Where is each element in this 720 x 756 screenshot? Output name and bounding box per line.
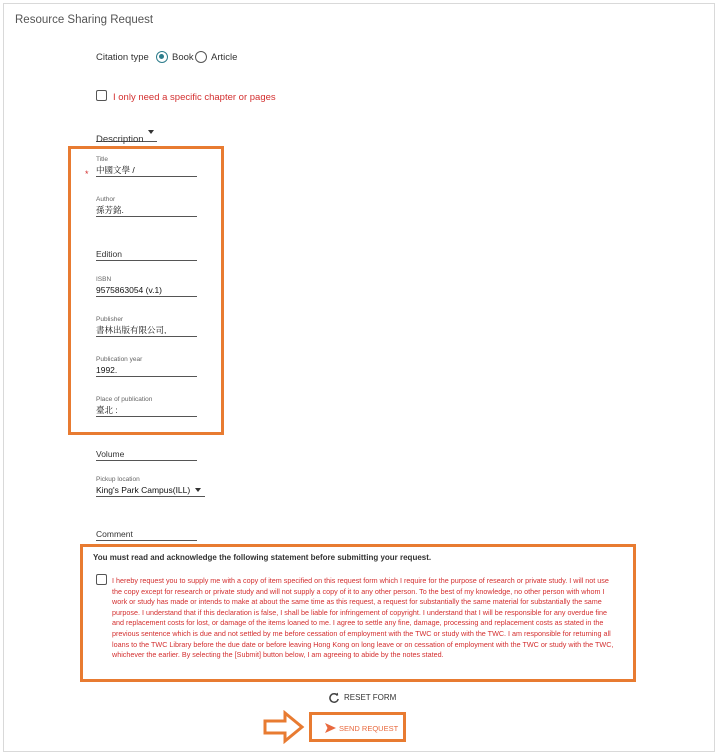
send-request-button[interactable] bbox=[309, 712, 406, 742]
author-field-value[interactable]: 孫芳銘. bbox=[96, 204, 197, 217]
pickup-location-label: Pickup location bbox=[96, 476, 140, 483]
send-request-label: SEND REQUEST bbox=[339, 724, 399, 733]
edition-field-placeholder[interactable]: Edition bbox=[96, 248, 197, 261]
publication-year-field[interactable] bbox=[96, 356, 197, 377]
comment-field-placeholder[interactable]: Comment bbox=[96, 528, 197, 541]
send-icon bbox=[325, 723, 336, 733]
refresh-icon bbox=[328, 692, 340, 704]
chapter-checkbox-label[interactable]: I only need a specific chapter or pages bbox=[113, 92, 276, 103]
radio-article[interactable] bbox=[195, 51, 207, 63]
chevron-down-icon bbox=[195, 488, 201, 492]
place-of-publication-value[interactable]: 臺北 : bbox=[96, 404, 197, 417]
isbn-field-label: ISBN bbox=[96, 276, 112, 283]
statement-title: You must read and acknowledge the following statement before submitting your request. bbox=[93, 553, 432, 562]
required-marker: * bbox=[85, 169, 89, 179]
publisher-field-value[interactable]: 書林出版有限公司, bbox=[96, 324, 197, 337]
pickup-location-select[interactable] bbox=[96, 476, 205, 497]
description-label: Description bbox=[96, 134, 144, 145]
page-title: Resource Sharing Request bbox=[15, 14, 154, 26]
title-field-label: Title bbox=[96, 156, 109, 163]
publication-year-label: Publication year bbox=[96, 356, 143, 363]
statement-text[interactable]: I hereby request you to supply me with a copy of item specified on this request form which I require for the purpose of research or private study. I will not use the copy except for research or private study and will not supply a copy of it to any other person. To the best of my knowledge, no other person with whom I work or study has made or intends to make at about the same time as this request, a request for substantially the same material for substantially the same purpose. I understand that if this declaration is false, I shall be liable for infringement of copyright. I understand that I will be responsible for any overdue fine and replacement costs for lost, or damage of the items loaned to me. I agree to settle any fine, damage, processing and replacement costs as stated in the previous sentence which is due and not settled by me before cessation of employment with the TWC or study with the TWC. I am responsible for returning all loans to the TWC Library before the due date or before leaving Hong Kong on long leave or on cessation of employment with the TWC or study with the TWC, whichever the earlier. By selecting the [Submit] button below, I am agreeing to abide by the notes stated. bbox=[112, 576, 614, 660]
place-of-publication-label: Place of publication bbox=[96, 396, 153, 403]
volume-field[interactable] bbox=[96, 448, 197, 461]
radio-book[interactable] bbox=[156, 51, 168, 63]
chevron-down-icon bbox=[148, 130, 154, 134]
arrow-pointer-icon bbox=[262, 710, 306, 744]
publisher-field-label: Publisher bbox=[96, 316, 124, 323]
edition-field[interactable] bbox=[96, 248, 197, 261]
reset-form-label: RESET FORM bbox=[344, 693, 397, 702]
publication-year-value[interactable]: 1992. bbox=[96, 364, 197, 377]
volume-field-placeholder[interactable]: Volume bbox=[96, 448, 197, 461]
radio-article-label[interactable]: Article bbox=[211, 52, 238, 63]
citation-type-label: Citation type bbox=[96, 52, 149, 63]
chapter-checkbox[interactable] bbox=[96, 90, 107, 101]
pickup-location-value: King's Park Campus(ILL) bbox=[96, 485, 191, 495]
title-field-value[interactable]: 中國文學 / bbox=[96, 164, 197, 177]
place-of-publication-field[interactable] bbox=[96, 396, 197, 417]
author-field-label: Author bbox=[96, 196, 116, 203]
isbn-field[interactable] bbox=[96, 276, 197, 297]
description-select[interactable] bbox=[96, 129, 157, 145]
isbn-field-value[interactable]: 9575863054 (v.1) bbox=[96, 284, 197, 297]
comment-field[interactable] bbox=[96, 528, 197, 541]
statement-checkbox[interactable] bbox=[96, 574, 107, 585]
publisher-field[interactable] bbox=[96, 316, 197, 337]
title-field[interactable] bbox=[96, 156, 197, 177]
author-field[interactable] bbox=[96, 196, 197, 217]
radio-book-label[interactable]: Book bbox=[172, 52, 194, 63]
